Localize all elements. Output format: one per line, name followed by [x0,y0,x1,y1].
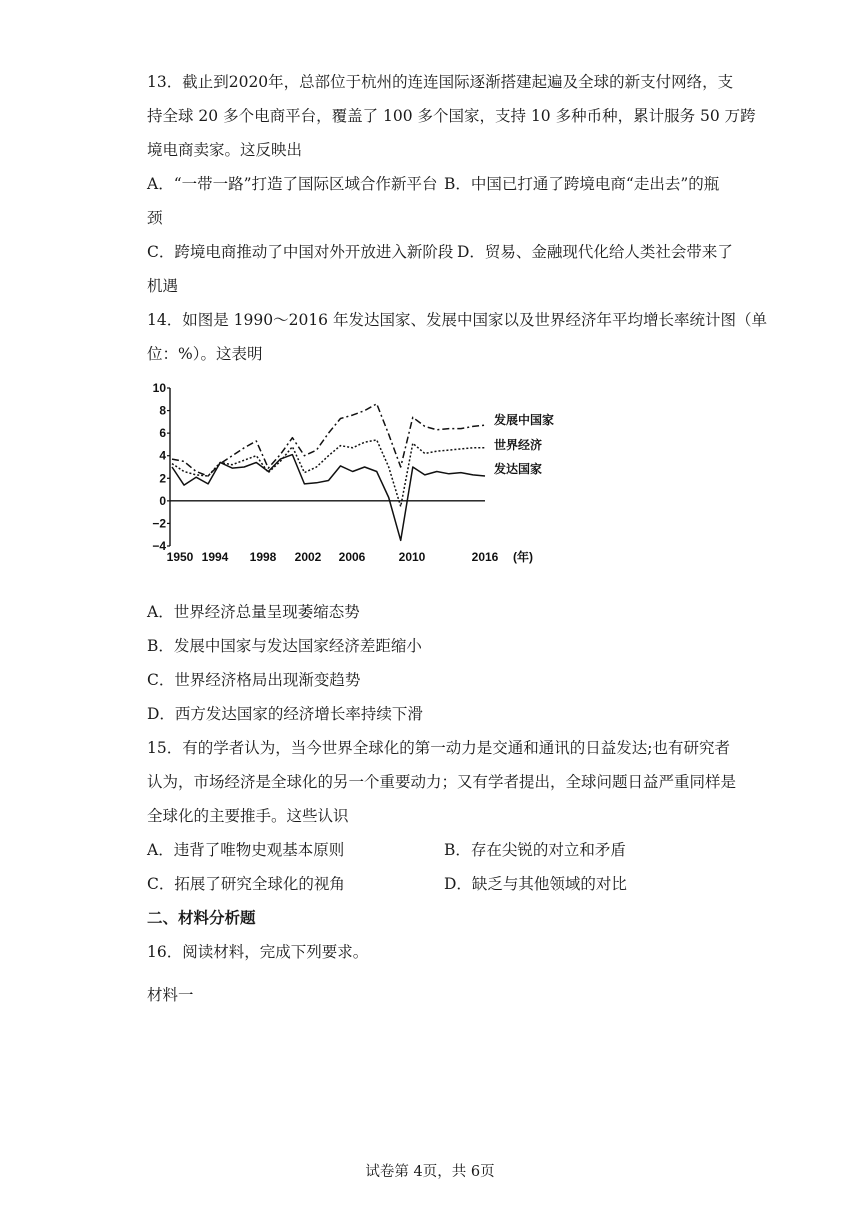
q13-option-d: D．贸易、金融现代化给人类社会带来了 [457,243,733,261]
y-axis [152,381,485,553]
q14-stem-line1: 14．如图是 1990～2016 年发达国家、发展中国家以及世界经济年平均增长率统计图（单 [147,311,767,329]
q13-stem-line1: 13．截止到2020年，总部位于杭州的连连国际逐渐搭建起遍及全球的新支付网络，支 [147,73,734,91]
y-tick-label: 6 [159,426,166,441]
q14-option-a: A．世界经济总量呈现萎缩态势 [147,603,360,621]
q14-option-d: D．西方发达国家的经济增长率持续下滑 [147,705,423,723]
x-tick-label: 1994 [201,550,229,564]
y-tick-label: 10 [152,381,166,395]
x-tick-label: 2006 [338,550,366,564]
q13-option-b-cont: 颈 [147,209,163,227]
y-tick-label: −2 [152,516,166,531]
q14-option-b: B．发展中国家与发达国家经济差距缩小 [147,637,422,655]
y-tick-label: 8 [159,403,166,418]
material-one-label: 材料一 [147,986,194,1004]
series-lines [172,404,485,541]
legend-label: 发展中国家 [494,413,555,427]
y-tick-label: −4 [152,539,166,553]
x-axis-unit-label: (年) [513,550,533,564]
q13-stem-line3: 境电商卖家。这反映出 [147,141,303,159]
x-axis [167,549,533,564]
q13-option-d-cont: 机遇 [147,277,179,295]
page-footer: 试卷第 4页，共 6页 [365,1164,495,1180]
q13-stem-line2: 持全球 20 多个电商平台，覆盖了 100 多个国家，支持 10 多种币种，累计服务 50 万跨 [147,107,756,125]
q15-option-d: D．缺乏与其他领域的对比 [444,875,627,893]
q13-option-c: C．跨境电商推动了中国对外开放进入新阶段 [147,243,454,261]
q15-stem-line3: 全球化的主要推手。这些认识 [147,807,349,825]
legend-label: 发达国家 [494,462,543,476]
legend-label: 世界经济 [494,438,543,452]
q13-option-b: B．中国已打通了跨境电商“走出去”的瓶 [444,175,720,193]
q15-option-a: A．违背了唯物史观基本原则 [147,841,345,859]
x-tick-label: 1950 [166,550,194,564]
q14-option-c: C．世界经济格局出现渐变趋势 [147,671,361,689]
q15-option-b: B．存在尖锐的对立和矛盾 [444,841,626,859]
series-line [172,455,485,541]
x-tick-label: 2002 [294,550,322,564]
series-line [172,440,485,507]
x-tick-label: 1998 [249,550,277,564]
y-tick-label: 2 [159,471,166,486]
growth-rate-chart [140,378,555,570]
q14-stem-line2: 位：%）。这表明 [147,345,263,363]
x-tick-label: 2010 [398,550,426,564]
x-tick-label: 2016 [471,550,499,564]
legend [493,412,554,476]
y-tick-label: 4 [159,448,166,463]
q15-option-c: C．拓展了研究全球化的视角 [147,875,345,893]
q13-option-a: A．“一带一路”打造了国际区域合作新平台 [147,175,438,193]
q15-stem-line2: 认为，市场经济是全球化的另一个重要动力；又有学者提出，全球问题日益严重同样是 [147,773,737,791]
section-title: 二、材料分析题 [147,908,256,927]
q15-stem-line1: 15．有的学者认为，当今世界全球化的第一动力是交通和通讯的日益发达;也有研究者 [147,739,730,757]
y-tick-label: 0 [159,493,166,508]
q16-stem: 16．阅读材料，完成下列要求。 [147,943,369,961]
